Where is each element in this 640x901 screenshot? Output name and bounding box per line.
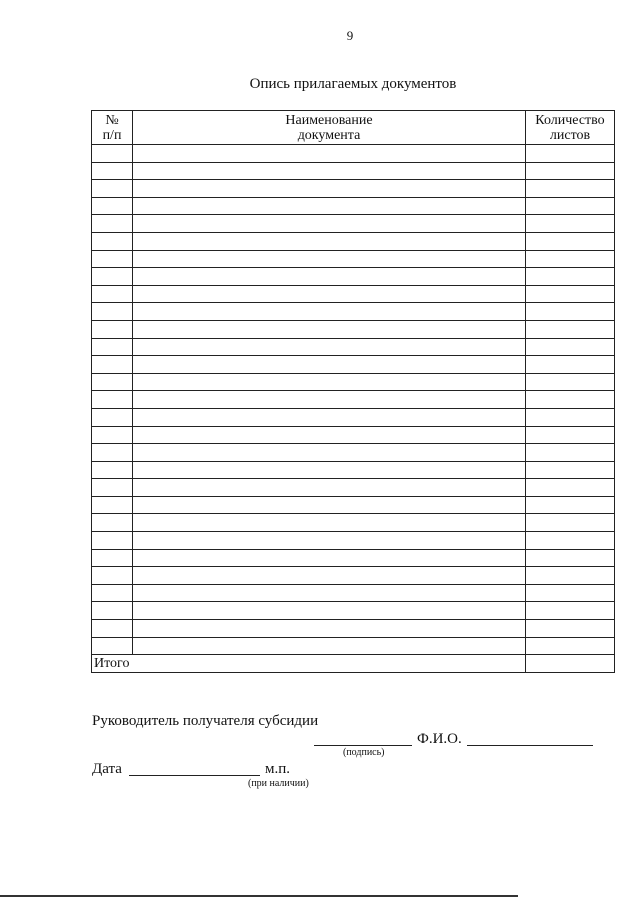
- cell-number[interactable]: [92, 250, 133, 268]
- table-header-row: [92, 111, 615, 145]
- table-row: [92, 444, 615, 462]
- table-row: [92, 145, 615, 163]
- cell-number[interactable]: [92, 162, 133, 180]
- cell-number[interactable]: [92, 637, 133, 655]
- table-row: [92, 479, 615, 497]
- fio-line[interactable]: [467, 745, 593, 746]
- cell-count[interactable]: [526, 408, 615, 426]
- table-row: [92, 584, 615, 602]
- cell-name[interactable]: [133, 444, 526, 462]
- cell-number[interactable]: [92, 549, 133, 567]
- cell-name[interactable]: [133, 514, 526, 532]
- column-header-count-line1: Количество: [535, 112, 605, 128]
- cell-number[interactable]: [92, 391, 133, 409]
- cell-count[interactable]: [526, 602, 615, 620]
- cell-name[interactable]: [133, 303, 526, 321]
- date-line[interactable]: [129, 775, 260, 776]
- cell-number[interactable]: [92, 145, 133, 163]
- cell-number[interactable]: [92, 567, 133, 585]
- table-row: [92, 620, 615, 638]
- table-row: [92, 285, 615, 303]
- table-row: [92, 461, 615, 479]
- cell-name[interactable]: [133, 620, 526, 638]
- cell-name[interactable]: [133, 285, 526, 303]
- column-header-number: [92, 111, 133, 145]
- total-row: [92, 655, 615, 673]
- cell-count[interactable]: [526, 532, 615, 550]
- cell-number[interactable]: [92, 426, 133, 444]
- cell-name[interactable]: [133, 461, 526, 479]
- cell-name[interactable]: [133, 567, 526, 585]
- table-row: [92, 215, 615, 233]
- cell-count[interactable]: [526, 285, 615, 303]
- cell-count[interactable]: [526, 549, 615, 567]
- column-header-count: [526, 111, 615, 145]
- cell-number[interactable]: [92, 496, 133, 514]
- signatory-title: Руководитель получателя субсидии: [92, 713, 319, 729]
- fio-label: Ф.И.О.: [417, 731, 462, 747]
- cell-number[interactable]: [92, 584, 133, 602]
- table-row: [92, 356, 615, 374]
- cell-number[interactable]: [92, 514, 133, 532]
- column-header-number-line2: п/п: [102, 127, 122, 143]
- signature-caption: (подпись): [343, 747, 385, 758]
- cell-name[interactable]: [133, 584, 526, 602]
- cell-name[interactable]: [133, 496, 526, 514]
- bottom-rule: [0, 895, 518, 897]
- cell-name[interactable]: [133, 338, 526, 356]
- cell-count[interactable]: [526, 250, 615, 268]
- cell-name[interactable]: [133, 602, 526, 620]
- cell-name[interactable]: [133, 215, 526, 233]
- cell-count[interactable]: [526, 514, 615, 532]
- cell-number[interactable]: [92, 268, 133, 286]
- cell-name[interactable]: [133, 637, 526, 655]
- cell-count[interactable]: [526, 567, 615, 585]
- cell-count[interactable]: [526, 197, 615, 215]
- cell-count[interactable]: [526, 496, 615, 514]
- cell-number[interactable]: [92, 180, 133, 198]
- table-row: [92, 549, 615, 567]
- stamp-label: м.п.: [265, 761, 291, 777]
- cell-count[interactable]: [526, 373, 615, 391]
- table-row: [92, 232, 615, 250]
- total-label: Итого: [92, 655, 526, 673]
- table-row: [92, 391, 615, 409]
- table-row: [92, 250, 615, 268]
- date-label: Дата: [92, 761, 122, 777]
- cell-count[interactable]: [526, 232, 615, 250]
- cell-number[interactable]: [92, 356, 133, 374]
- cell-number[interactable]: [92, 408, 133, 426]
- cell-count[interactable]: [526, 584, 615, 602]
- cell-name[interactable]: [133, 408, 526, 426]
- table-row: [92, 408, 615, 426]
- cell-number[interactable]: [92, 338, 133, 356]
- table-row: [92, 426, 615, 444]
- cell-number[interactable]: [92, 373, 133, 391]
- cell-count[interactable]: [526, 180, 615, 198]
- table-row: [92, 320, 615, 338]
- signature-line[interactable]: [314, 745, 412, 746]
- table-row: [92, 303, 615, 321]
- cell-count[interactable]: [526, 637, 615, 655]
- cell-count[interactable]: [526, 268, 615, 286]
- cell-name[interactable]: [133, 391, 526, 409]
- cell-name[interactable]: [133, 426, 526, 444]
- cell-name[interactable]: [133, 356, 526, 374]
- table-row: [92, 197, 615, 215]
- cell-number[interactable]: [92, 285, 133, 303]
- cell-name[interactable]: [133, 162, 526, 180]
- table-row: [92, 162, 615, 180]
- cell-number[interactable]: [92, 479, 133, 497]
- table-row: [92, 338, 615, 356]
- table-row: [92, 496, 615, 514]
- cell-number[interactable]: [92, 320, 133, 338]
- cell-number[interactable]: [92, 444, 133, 462]
- table-row: [92, 514, 615, 532]
- cell-count[interactable]: [526, 215, 615, 233]
- cell-count[interactable]: [526, 444, 615, 462]
- column-header-name-line2: документа: [297, 127, 361, 143]
- cell-count[interactable]: [526, 391, 615, 409]
- cell-name[interactable]: [133, 479, 526, 497]
- cell-number[interactable]: [92, 215, 133, 233]
- cell-number[interactable]: [92, 532, 133, 550]
- table-row: [92, 602, 615, 620]
- cell-count[interactable]: [526, 303, 615, 321]
- table-row: [92, 373, 615, 391]
- table-row: [92, 268, 615, 286]
- cell-number[interactable]: [92, 197, 133, 215]
- cell-number[interactable]: [92, 602, 133, 620]
- cell-count[interactable]: [526, 426, 615, 444]
- document-title: Опись прилагаемых документов: [249, 76, 457, 92]
- cell-number[interactable]: [92, 232, 133, 250]
- table-row: [92, 532, 615, 550]
- cell-number[interactable]: [92, 461, 133, 479]
- total-count-cell[interactable]: [526, 655, 615, 673]
- cell-count[interactable]: [526, 162, 615, 180]
- cell-name[interactable]: [133, 320, 526, 338]
- cell-count[interactable]: [526, 145, 615, 163]
- cell-name[interactable]: [133, 373, 526, 391]
- column-header-number-line1: №: [105, 112, 119, 128]
- stamp-caption: (при наличии): [248, 778, 309, 789]
- cell-name[interactable]: [133, 250, 526, 268]
- cell-count[interactable]: [526, 620, 615, 638]
- cell-count[interactable]: [526, 461, 615, 479]
- table-body: [92, 145, 615, 673]
- column-header-name: [133, 111, 526, 145]
- table-row: [92, 637, 615, 655]
- cell-count[interactable]: [526, 479, 615, 497]
- cell-name[interactable]: [133, 268, 526, 286]
- cell-name[interactable]: [133, 232, 526, 250]
- cell-name[interactable]: [133, 549, 526, 567]
- cell-name[interactable]: [133, 180, 526, 198]
- cell-name[interactable]: [133, 532, 526, 550]
- cell-number[interactable]: [92, 303, 133, 321]
- cell-count[interactable]: [526, 338, 615, 356]
- cell-name[interactable]: [133, 145, 526, 163]
- column-header-name-line1: Наименование: [285, 112, 373, 128]
- table-row: [92, 180, 615, 198]
- cell-count[interactable]: [526, 356, 615, 374]
- cell-name[interactable]: [133, 197, 526, 215]
- table-row: [92, 567, 615, 585]
- documents-inventory-table: [91, 110, 615, 673]
- column-header-count-line2: листов: [549, 127, 591, 143]
- cell-number[interactable]: [92, 620, 133, 638]
- cell-count[interactable]: [526, 320, 615, 338]
- page-number: 9: [346, 28, 354, 43]
